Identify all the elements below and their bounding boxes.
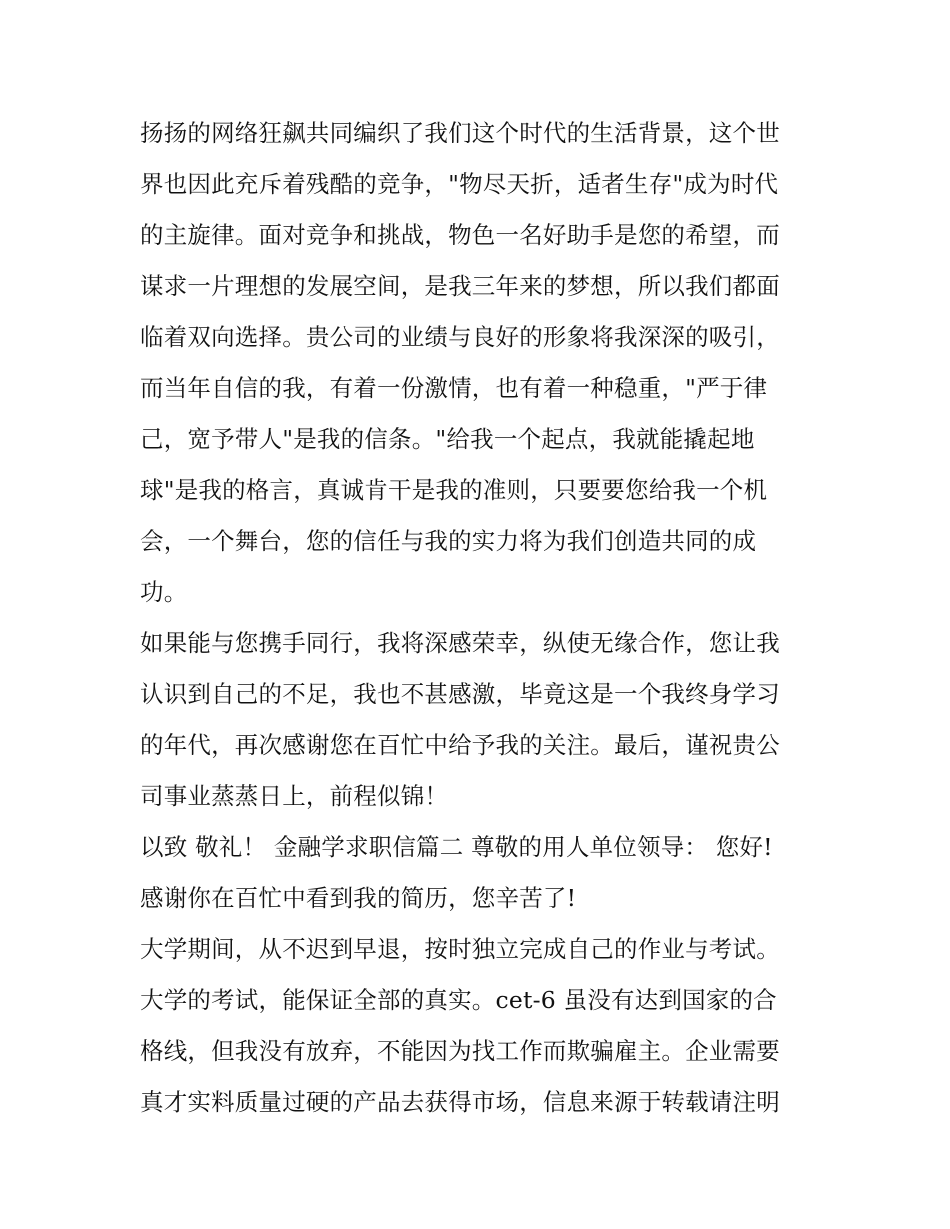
text-line: 己，宽予带人"是我的信条。"给我一个起点，我就能撬起地 [140, 425, 755, 453]
text-line: 的主旋律。面对竞争和挑战，物色一名好助手是您的希望，而 [140, 221, 780, 249]
text-line: 格线，但我没有放弃，不能因为找工作而欺骗雇主。企业需要 [140, 1037, 780, 1065]
text-line: 真才实料质量过硬的产品去获得市场，信息来源于转载请注明 [140, 1088, 780, 1116]
text-line: 大学期间，从不迟到早退，按时独立完成自己的作业与考试。 [140, 935, 780, 963]
text-line: 如果能与您携手同行，我将深感荣幸，纵使无缘合作，您让我 [140, 629, 780, 657]
text-line: 谋求一片理想的发展空间，是我三年来的梦想，所以我们都面 [140, 272, 780, 300]
text-line: 球"是我的格言，真诚肯干是我的准则，只要要您给我一个机 [140, 476, 768, 504]
text-line: 而当年自信的我，有着一份激情，也有着一种稳重，"严于律 [140, 374, 768, 402]
text-line: 大学的考试，能保证全部的真实。cet-6 虽没有达到国家的合 [140, 986, 777, 1014]
text-line: 扬扬的网络狂飙共同编织了我们这个时代的生活背景，这个世 [140, 119, 780, 147]
text-line: 界也因此充斥着残酷的竞争，"物尽天折，适者生存"成为时代 [140, 170, 779, 198]
text-line: 感谢你在百忙中看到我的简历，您辛苦了! [140, 884, 577, 912]
body-text [140, 108, 820, 1128]
text-line: 司事业蒸蒸日上，前程似锦！ [140, 782, 449, 810]
text-line: 认识到自己的不足，我也不甚感激，毕竟这是一个我终身学习 [140, 680, 780, 708]
text-line: 功。 [140, 578, 188, 606]
text-line: 的年代，再次感谢您在百忙中给予我的关注。最后，谨祝贵公 [140, 731, 780, 759]
text-line: 会，一个舞台，您的信任与我的实力将为我们创造共同的成 [140, 527, 757, 555]
text-line: 临着双向选择。贵公司的业绩与良好的形象将我深深的吸引， [140, 323, 780, 351]
text-line: 以致 敬礼！ 金融学求职信篇二 尊敬的用人单位领导： 您好! [140, 833, 773, 861]
